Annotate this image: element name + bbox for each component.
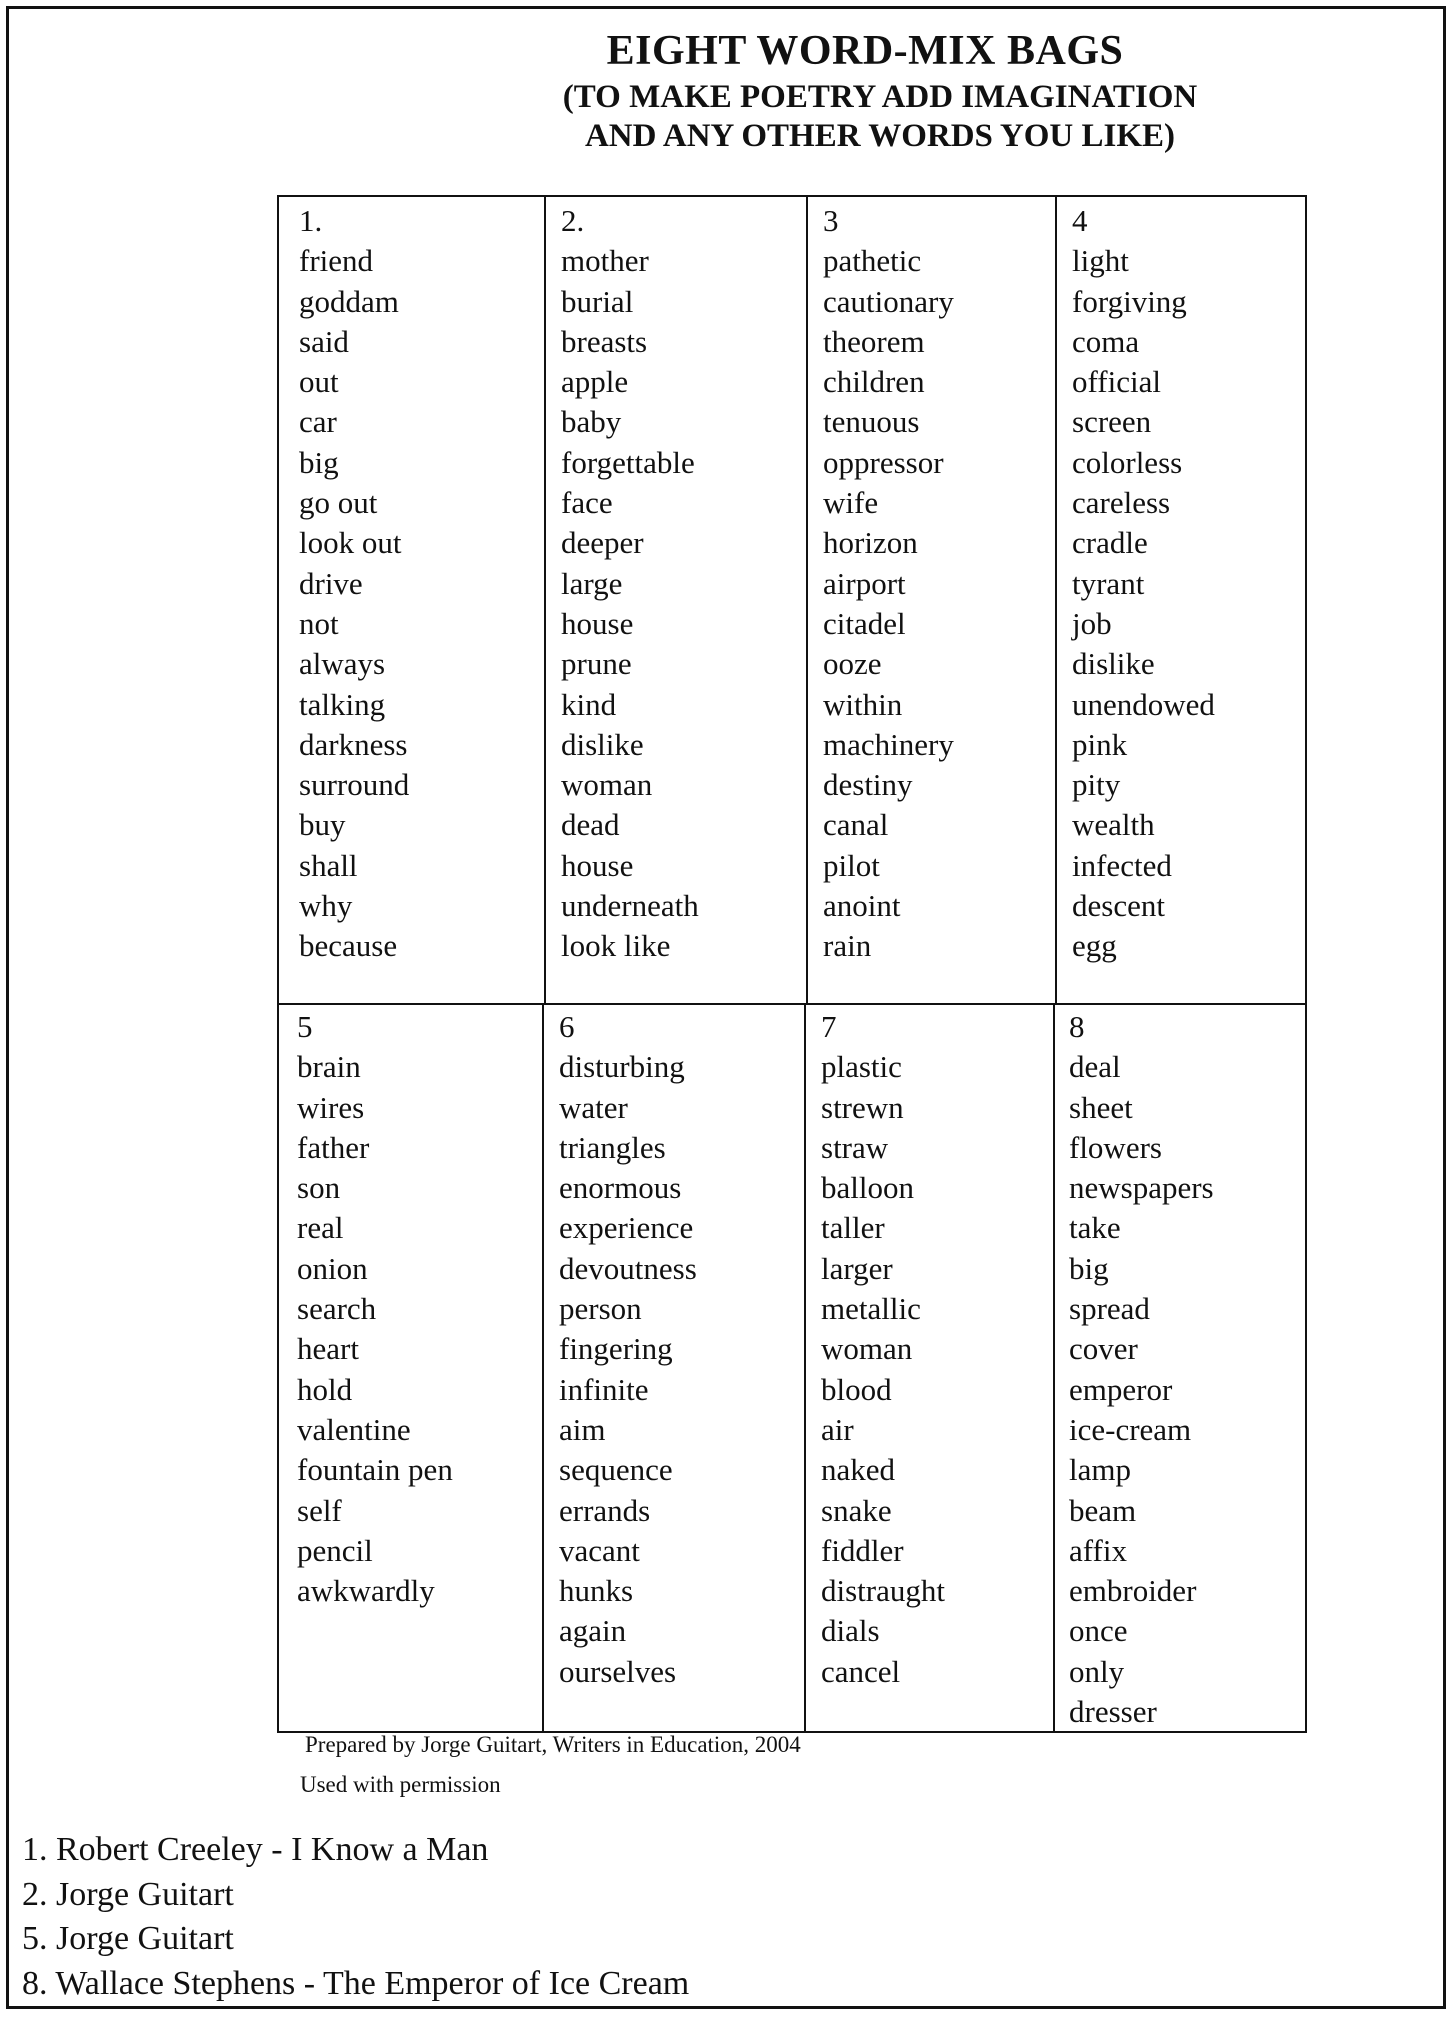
word-bag-8 xyxy=(1069,1007,1214,1732)
bag-word: pencil xyxy=(297,1532,373,1568)
bag-word: job xyxy=(1072,605,1112,641)
bag-word: baby xyxy=(561,404,622,440)
bag-word: look out xyxy=(299,525,402,561)
bag-word: coma xyxy=(1072,323,1140,359)
bag-word: house xyxy=(561,605,634,641)
bag-word: screen xyxy=(1072,404,1152,440)
bag-word: forgettable xyxy=(561,444,695,480)
bag-word: strewn xyxy=(821,1089,904,1125)
bag-word: taller xyxy=(821,1210,885,1246)
bag-word: infected xyxy=(1072,847,1172,883)
bag-word: goddam xyxy=(299,283,399,319)
bag-word: citadel xyxy=(823,605,906,641)
page-subtitle-line-1: (TO MAKE POETRY ADD IMAGINATION xyxy=(562,79,1198,115)
bag-word: plastic xyxy=(821,1049,902,1085)
permission-note: Used with permission xyxy=(300,1772,501,1797)
bag-word: shall xyxy=(299,847,358,883)
bag-word: lamp xyxy=(1069,1452,1131,1488)
bag-word: canal xyxy=(823,807,889,843)
bag-word: again xyxy=(559,1613,627,1649)
bag-word: vacant xyxy=(559,1532,640,1568)
bag-word: experience xyxy=(559,1210,694,1246)
bag-word: valentine xyxy=(297,1411,411,1447)
bag-number: 4 xyxy=(1072,203,1088,238)
bag-word: dislike xyxy=(1072,646,1155,682)
word-bag-2 xyxy=(561,201,699,967)
bag-number: 7 xyxy=(821,1009,837,1044)
bag-word: triangles xyxy=(559,1129,666,1165)
source-item: 2. Jorge Guitart xyxy=(22,1875,234,1913)
bag-word: out xyxy=(299,364,339,400)
bag-word: cover xyxy=(1069,1331,1138,1367)
bag-word: fingering xyxy=(559,1331,673,1367)
word-bag-table xyxy=(277,195,1307,1733)
bag-word: children xyxy=(823,364,925,400)
bag-word: car xyxy=(299,404,337,440)
bag-word: spread xyxy=(1069,1291,1150,1327)
bag-word: oppressor xyxy=(823,444,944,480)
bag-word: real xyxy=(297,1210,344,1246)
bag-word: breasts xyxy=(561,323,648,359)
bag-word: friend xyxy=(299,243,374,279)
column-divider xyxy=(544,197,546,1003)
bag-word: blood xyxy=(821,1371,892,1407)
bag-word: devoutness xyxy=(559,1250,697,1286)
bag-word: embroider xyxy=(1069,1573,1197,1609)
bag-word: woman xyxy=(561,767,653,803)
bag-word: ooze xyxy=(823,646,882,682)
source-item: 8. Wallace Stephens - The Emperor of Ice Cream xyxy=(22,1964,690,2002)
bag-word: wife xyxy=(823,485,879,521)
bag-word: dials xyxy=(821,1613,880,1649)
bag-word: buy xyxy=(299,807,346,843)
bag-word: balloon xyxy=(821,1170,914,1206)
bag-number: 6 xyxy=(559,1009,575,1044)
bag-word: theorem xyxy=(823,323,925,359)
bag-word: naked xyxy=(821,1452,896,1488)
bag-word: father xyxy=(297,1129,370,1165)
bag-word: deeper xyxy=(561,525,644,561)
column-divider xyxy=(806,197,808,1003)
bag-word: disturbing xyxy=(559,1049,685,1085)
bag-word: ice-cream xyxy=(1069,1411,1192,1447)
bag-word: beam xyxy=(1069,1492,1137,1528)
bag-word: horizon xyxy=(823,525,918,561)
page-title: EIGHT WORD-MIX BAGS xyxy=(606,28,1124,74)
bag-word: underneath xyxy=(561,888,699,924)
word-bag-5 xyxy=(297,1007,453,1611)
bag-word: water xyxy=(559,1089,628,1125)
bag-word: sequence xyxy=(559,1452,673,1488)
source-list xyxy=(22,1828,689,2006)
bag-word: fiddler xyxy=(821,1532,904,1568)
bag-word: talking xyxy=(299,686,386,722)
bag-word: distraught xyxy=(821,1573,945,1609)
bag-word: house xyxy=(561,847,634,883)
bag-word: infinite xyxy=(559,1371,649,1407)
bag-word: aim xyxy=(559,1411,606,1447)
bag-number: 8 xyxy=(1069,1009,1085,1044)
bag-word: onion xyxy=(297,1250,368,1286)
bag-word: pink xyxy=(1072,726,1128,762)
bag-word: wires xyxy=(297,1089,365,1125)
bag-word: metallic xyxy=(821,1291,921,1327)
bag-word: prune xyxy=(561,646,632,682)
bag-word: tenuous xyxy=(823,404,920,440)
bag-word: wealth xyxy=(1072,807,1155,843)
row-divider xyxy=(279,1003,1305,1005)
prepared-by-credit: Prepared by Jorge Guitart, Writers in Education, 2004 xyxy=(305,1732,801,1757)
bag-word: said xyxy=(299,323,349,359)
page-subtitle-line-2: AND ANY OTHER WORDS YOU LIKE) xyxy=(584,118,1176,154)
bag-word: destiny xyxy=(823,767,913,803)
bag-word: light xyxy=(1072,243,1129,279)
bag-word: deal xyxy=(1069,1049,1121,1085)
bag-word: once xyxy=(1069,1613,1128,1649)
bag-word: face xyxy=(561,485,613,521)
bag-word: heart xyxy=(297,1331,359,1367)
bag-word: forgiving xyxy=(1072,283,1187,319)
bag-word: pity xyxy=(1072,767,1121,803)
bag-word: brain xyxy=(297,1049,361,1085)
bag-word: pilot xyxy=(823,847,880,883)
bag-number: 2. xyxy=(561,203,585,238)
word-bag-7 xyxy=(821,1007,945,1692)
bag-word: newspapers xyxy=(1069,1170,1214,1206)
bag-word: careless xyxy=(1072,485,1171,521)
bag-number: 1. xyxy=(299,203,323,238)
bag-word: kind xyxy=(561,686,617,722)
source-item: 1. Robert Creeley - I Know a Man xyxy=(22,1831,489,1868)
source-item: 5. Jorge Guitart xyxy=(22,1920,234,1957)
bag-word: egg xyxy=(1072,928,1117,964)
word-bag-6 xyxy=(559,1007,697,1692)
bag-word: ourselves xyxy=(559,1653,677,1689)
bag-word: cradle xyxy=(1072,525,1148,561)
word-bag-3 xyxy=(823,201,954,967)
bag-word: larger xyxy=(821,1250,893,1286)
bag-word: because xyxy=(299,928,398,964)
bag-word: within xyxy=(823,686,903,722)
bag-word: rain xyxy=(823,928,872,964)
bag-word: dislike xyxy=(561,726,644,762)
column-divider xyxy=(542,1003,544,1733)
bag-word: dead xyxy=(561,807,620,843)
bag-word: surround xyxy=(299,767,410,803)
column-divider xyxy=(804,1003,806,1733)
bag-word: affix xyxy=(1069,1532,1127,1568)
bag-word: dresser xyxy=(1069,1694,1157,1730)
bag-word: pathetic xyxy=(823,243,922,279)
bag-word: emperor xyxy=(1069,1371,1173,1407)
bag-word: colorless xyxy=(1072,444,1183,480)
bag-word: enormous xyxy=(559,1170,682,1206)
bag-word: woman xyxy=(821,1331,913,1367)
bag-word: tyrant xyxy=(1072,565,1145,601)
bag-word: air xyxy=(821,1411,854,1447)
bag-word: take xyxy=(1069,1210,1121,1246)
bag-word: go out xyxy=(299,485,378,521)
bag-word: machinery xyxy=(823,726,954,762)
word-bag-4 xyxy=(1072,201,1215,967)
word-bag-1 xyxy=(299,201,409,967)
bag-word: flowers xyxy=(1069,1129,1162,1165)
bag-number: 5 xyxy=(297,1009,313,1044)
bag-word: hunks xyxy=(559,1573,634,1609)
bag-word: why xyxy=(299,888,353,924)
bag-word: descent xyxy=(1072,888,1165,924)
bag-word: burial xyxy=(561,283,634,319)
bag-word: person xyxy=(559,1291,642,1327)
bag-word: straw xyxy=(821,1129,889,1165)
bag-word: airport xyxy=(823,565,906,601)
bag-word: not xyxy=(299,605,339,641)
bag-word: fountain pen xyxy=(297,1452,453,1488)
bag-word: anoint xyxy=(823,888,901,924)
bag-word: son xyxy=(297,1170,341,1206)
bag-word: cancel xyxy=(821,1653,901,1689)
bag-word: only xyxy=(1069,1653,1125,1689)
bag-word: darkness xyxy=(299,726,408,762)
bag-word: search xyxy=(297,1291,377,1327)
bag-word: awkwardly xyxy=(297,1573,435,1609)
bag-word: hold xyxy=(297,1371,353,1407)
bag-word: errands xyxy=(559,1492,651,1528)
column-divider xyxy=(1055,197,1057,1003)
bag-word: official xyxy=(1072,364,1161,400)
bag-word: self xyxy=(297,1492,342,1528)
bag-word: mother xyxy=(561,243,649,279)
bag-number: 3 xyxy=(823,203,839,238)
bag-word: look like xyxy=(561,928,671,964)
bag-word: drive xyxy=(299,565,363,601)
bag-word: cautionary xyxy=(823,283,954,319)
bag-word: big xyxy=(1069,1250,1109,1286)
bag-word: snake xyxy=(821,1492,892,1528)
bag-word: always xyxy=(299,646,386,682)
bag-word: big xyxy=(299,444,339,480)
bag-word: large xyxy=(561,565,623,601)
bag-word: unendowed xyxy=(1072,686,1215,722)
bag-word: apple xyxy=(561,364,629,400)
bag-word: sheet xyxy=(1069,1089,1133,1125)
column-divider xyxy=(1053,1003,1055,1733)
